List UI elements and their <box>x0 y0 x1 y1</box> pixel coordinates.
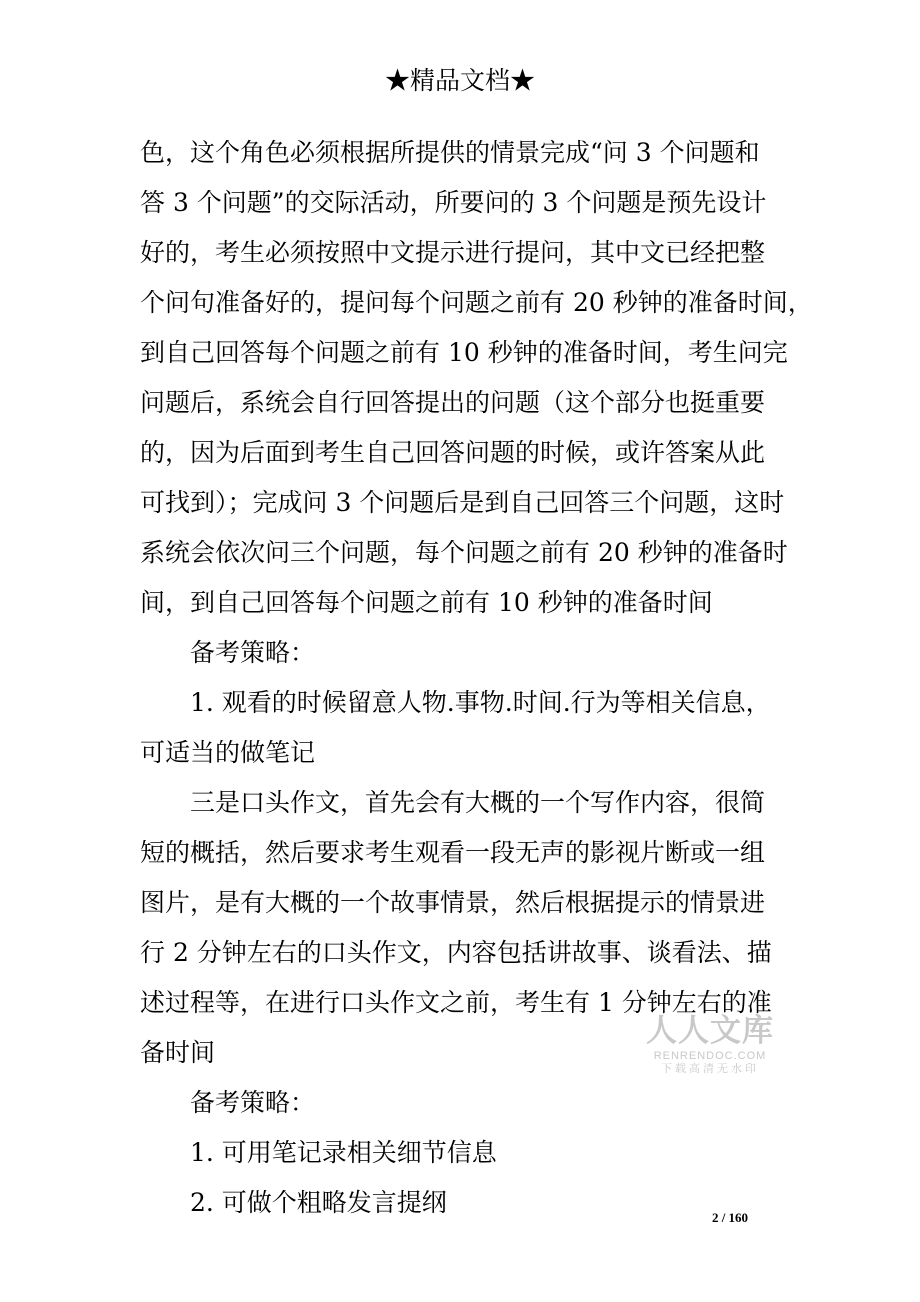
body-line: 好的，考生必须按照中文提示进行提问，其中文已经把整 <box>140 238 766 267</box>
document-header: ★精品文档★ <box>384 66 535 95</box>
body-line: 间，到自己回答每个问题之前有 10 秒钟的准备时间 <box>140 588 713 617</box>
body-line: 的，因为后面到考生自己回答问题的时候，或许答案从此 <box>140 438 766 467</box>
body-line: 答 3 个问题”的交际活动，所要问的 3 个问题是预先设计 <box>140 188 767 217</box>
list-item: 2. 可做个粗略发言提纲 <box>190 1188 447 1217</box>
paragraph-start: 三是口头作文，首先会有大概的一个写作内容，很简 <box>190 788 766 817</box>
body-line: 问题后，系统会自行回答提出的问题（这个部分也挺重要 <box>140 388 766 417</box>
body-line: 可适当的做笔记 <box>140 738 316 767</box>
watermark-site: RENRENDOC.COM <box>653 1050 767 1062</box>
watermark-subtitle: 下载高清无水印 <box>661 1062 759 1075</box>
list-item: 1. 可用笔记录相关细节信息 <box>190 1138 497 1167</box>
body-line: 可找到）；完成问 3 个问题后是到自己回答三个问题，这时 <box>140 488 785 517</box>
page-number: 2 / 160 <box>711 1210 749 1225</box>
body-line: 图片，是有大概的一个故事情景，然后根据提示的情景进 <box>140 888 766 917</box>
section-heading: 备考策略： <box>190 638 316 667</box>
body-line: 到自己回答每个问题之前有 10 秒钟的准备时间，考生问完 <box>140 338 788 367</box>
list-item: 1. 观看的时候留意人物.事物.时间.行为等相关信息， <box>190 688 771 717</box>
body-line: 述过程等，在进行口头作文之前，考生有 1 分钟左右的准 <box>140 988 772 1017</box>
body-line: 短的概括，然后要求考生观看一段无声的影视片断或一组 <box>140 838 766 867</box>
body-line: 色，这个角色必须根据所提供的情景完成“问 3 个问题和 <box>140 138 760 167</box>
watermark-title: 人人文库 <box>646 1013 774 1049</box>
body-line: 行 2 分钟左右的口头作文，内容包括讲故事、谈看法、描 <box>140 938 772 967</box>
body-line: 备时间 <box>140 1038 216 1067</box>
section-heading: 备考策略： <box>190 1088 316 1117</box>
body-line: 系统会依次问三个问题，每个问题之前有 20 秒钟的准备时 <box>140 538 788 567</box>
watermark-logo <box>640 1012 780 1076</box>
body-line: 个问句准备好的，提问每个问题之前有 20 秒钟的准备时间， <box>140 288 813 317</box>
